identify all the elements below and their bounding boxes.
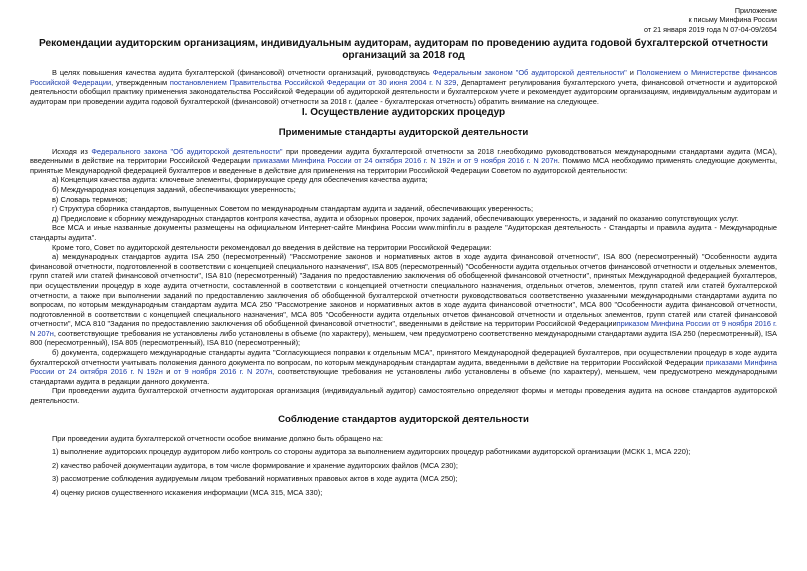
appendix-line-1: Приложение	[734, 6, 777, 15]
appendix-block	[30, 6, 777, 34]
list-item: а) Концепция качества аудита: ключевые элементы, формирующие среду для обеспечения качества аудита;	[52, 175, 428, 185]
isa-text-2: , соответствующие требования не установлены либо установлены в объеме (по характеру), меньшем, чем предусмотрено соответственно международными стандартами аудита ISA 250 (пересмотренный), ISA 800 (пересмотренный), ISA 805 (пересмотренный), ISA 810 (пересмотренный);	[30, 328, 777, 348]
amendments-paragraph	[30, 348, 777, 386]
list-item: 1) выполнение аудиторских процедур аудитором либо контроль со стороны аудитора за выполнением аудиторских процедур работниками аудиторской организации (МСКК 1, МСА 220);	[52, 447, 691, 457]
standards-text-1: Исходя из	[52, 146, 92, 156]
isa-standards-paragraph	[30, 252, 777, 348]
amendments-text-1: б) документа, содержащего международные стандарты аудита "Согласующиеся поправки к отдельным МСА", принятого Международной федерацией бухгалтеров, при осуществлении процедур в ходе аудита бухгалтерской отчетности учитывать положения данного документа по вопросам, по которым международным стандартам аудита, введенными в действие на территории Российской Федерации	[30, 348, 777, 367]
list-item: в) Словарь терминов;	[52, 194, 128, 204]
subsection-title-standards: Применимые стандарты аудиторской деятельности	[278, 126, 529, 138]
link-audit-law-2[interactable]: Федерального закона "Об аудиторской деятельности"	[91, 146, 283, 156]
list-item: г) Структура сборника стандартов, выпущенных Советом по международным стандартам аудита и заданий, обеспечивающих уверенность;	[52, 204, 534, 214]
list-item: д) Предисловие к сборнику международных стандартов контроля качества, аудита и обзорных проверок, прочих заданий, обеспечивающих уверенность, и заданий по оказанию сопутствующих услуг.	[52, 213, 739, 223]
link-minfin-order-192n[interactable]: приказами Минфина России от 24 октября 2016 г. N 192н	[30, 357, 777, 377]
list-item: 4) оценку рисков существенного искажения информации (МСА 315, МСА 330);	[52, 488, 323, 497]
intro-text-2: и	[626, 68, 637, 78]
list-item: 2) качество рабочей документации аудитора, в том числе формирование и хранение аудиторских файлов (МСА 230);	[52, 460, 458, 470]
link-audit-law[interactable]: Федеральным законом "Об аудиторской деятельности"	[432, 68, 627, 78]
intro-text-3: , утвержденным	[111, 77, 170, 87]
audit-methods-paragraph: При проведении аудита бухгалтерской отчетности аудиторская организация (индивидуальный аудитор) самостоятельно определяют формы и методы проведения аудита на основе стандартов аудиторской деятельности.	[30, 386, 777, 406]
documents-location-paragraph: Все МСА и иные названные документы размещены на официальном Интернет-сайте Минфина России www.minfin.ru в разделе "Аудиторская деятельность - Стандарты и правила аудита - Международные стандарты аудита".	[30, 223, 777, 242]
link-government-decree[interactable]: постановлением Правительства Российской Федерации от 30 июня 2004 г. N 329	[169, 77, 457, 87]
intro-text-1: В целях повышения качества аудита бухгалтерской (финансовой) отчетности организаций, руководствуясь	[52, 68, 433, 78]
amendments-text-3: , соответствующие требования не установлены либо установлены в объеме (по характеру), меньшем, чем предусмотрено международными стандартами аудита в редакции данного документа.	[30, 367, 777, 386]
subsection-title-compliance: Соблюдение стандартов аудиторской деятельности	[278, 413, 529, 425]
link-minfin-orders[interactable]: приказами Минфина России от 24 октября 2016 г. N 192н и от 9 ноября 2016 г. N 207н	[252, 156, 558, 166]
standards-text-3: . Помимо МСА необходимо применять следующие документы, принятые Международной федерацией бухгалтеров и введенные в действие для применения на территории Российской Федерации Советом по аудиторской деятельности:	[30, 156, 778, 175]
appendix-line-2: к письму Минфина России	[688, 15, 777, 25]
isa-text-1: а) международных стандартов аудита ISA 250 (пересмотренный) "Рассмотрение законов и нормативных актов в ходе аудита финансовой отчетности", ISA 800 (пересмотренный) "Особенности аудита финансовой отчетности, подготовленной в соответствии с концепцией специального назначения", ISA 805 (пересмотренный) "Особенности аудита отдельных отчетов финансовой отчетности и отдельных элементов, групп статей или статей финансовой отчетности", ISA 810 (пересмотренный) "Задания по предоставлению заключения об обобщенной финансовой отчетности", принятых Международной федерацией бухгалтеров, при осуществлении процедур в ходе аудита отчетности, составленной в соответствии с концепцией отчетности специального назначения, отдельных отчетов, элементов, групп статей или статей бухгалтерской отчетности, а также при выполнении заданий по предоставлению заключения об обобщенной бухгалтерской отчетности руководствоваться соответственно указанными международными стандартами аудита по вопросам, по которым международным стандартам аудита МСА 250 "Рассмотрение законов и нормативных актов в ходе аудита финансовой отчетности", МСА 800 "Особенности аудита финансовой отчетности, подготовленной в соответствии с концепцией специального назначения", МСА 805 "Особенности аудита отдельных отчетов финансовой отчетности и отдельных элементов, групп статей или статей финансовой отчетности", МСА 810 "Задания по предоставлению заключения об обобщенной финансовой отчетности", введенными в действие на территории Российской Федерации	[30, 252, 777, 329]
document-title: Рекомендации аудиторским организациям, индивидуальным аудиторам, аудиторам по проведению аудита годовой бухгалтерской отчетности организаций за 2018 год	[38, 38, 769, 62]
link-minfin-regulation[interactable]: Положением о Министерстве финансов Российской Федерации	[30, 68, 777, 87]
appendix-line-3: от 21 января 2019 года N 07-04-09/2654	[644, 24, 777, 34]
intro-text-4: , Департамент регулирования бухгалтерского учета, финансовой отчетности и аудиторской деятельности обобщил практику применения законодательства Российской Федерации об аудиторской деятельности и бухгалтерском учете и рекомендует аудиторским организациям, индивидуальным аудиторам и аудиторам при проведении аудита годовой бухгалтерской (финансовой) отчетности за 2018 г. (далее - бухгалтерская отчетность) обратить внимание на следующее.	[30, 77, 777, 106]
list-item: б) Международная концепция заданий, обеспечивающих уверенность;	[52, 184, 296, 194]
standards-text-2: при проведении аудита бухгалтерской отчетности за 2018 г.необходимо руководствоваться международными стандартами аудита (МСА), введенными в действие на территории Российской Федерации	[30, 146, 777, 166]
link-minfin-order-207n[interactable]: приказом Минфина России от 9 ноября 2016 г. N 207н	[30, 319, 777, 338]
list-item: 3) рассмотрение соблюдения аудируемым лицом требований нормативных правовых актов в ходе аудита (МСА 250);	[52, 474, 458, 484]
standards-paragraph	[30, 147, 777, 176]
council-recommendation-paragraph: Кроме того, Совет по аудиторской деятельности рекомендовал до введения в действие на территории Российской Федерации:	[52, 242, 492, 252]
section-title: I. Осуществление аудиторских процедур	[301, 106, 506, 118]
amendments-text-2: и	[162, 367, 174, 377]
attention-paragraph: При проведении аудита бухгалтерской отчетности особое внимание должно быть обращено на:	[52, 433, 383, 443]
intro-paragraph	[30, 68, 777, 106]
link-minfin-order-207n-2[interactable]: от 9 ноября 2016 г. N 207н	[173, 367, 273, 377]
